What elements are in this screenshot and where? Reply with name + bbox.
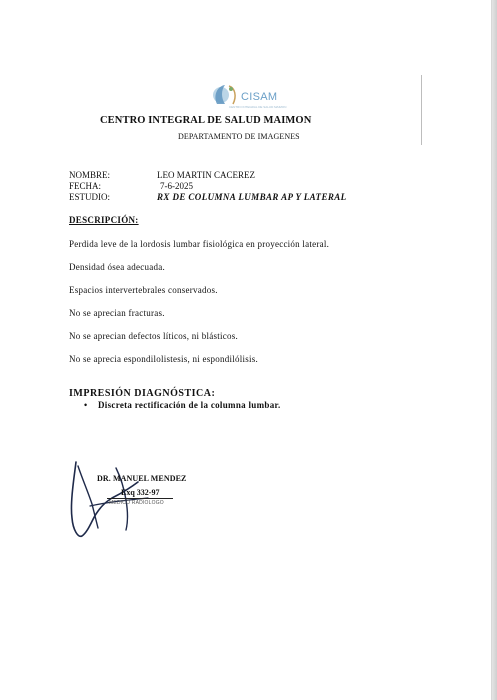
cisam-logo (207, 80, 287, 110)
study-label: ESTUDIO: (69, 192, 110, 202)
impression-list (84, 400, 281, 410)
page-edge-shadow (492, 0, 497, 700)
finding-item: No se aprecian defectos líticos, ni blásticos. (69, 331, 238, 341)
name-value: LEO MARTIN CACEREZ (157, 170, 255, 180)
description-heading: DESCRIPCIÓN: (69, 215, 139, 225)
impression-item: • Discreta rectificación de la columna lumbar. (84, 400, 281, 410)
study-value: RX DE COLUMNA LUMBAR AP Y LATERAL (157, 192, 347, 202)
doctor-role: MEDICO RADIOLOGO (109, 500, 164, 506)
doctor-name: DR. MANUEL MENDEZ (97, 474, 187, 483)
exequatur-number: Exq 332-97 (121, 488, 160, 497)
date-value: 7-6-2025 (160, 181, 193, 191)
finding-item: No se aprecia espondilolistesis, ni espondilólisis. (69, 354, 258, 364)
finding-item: Densidad ósea adecuada. (69, 262, 165, 272)
finding-item: No se aprecian fracturas. (69, 308, 165, 318)
finding-item: Espacios intervertebrales conservados. (69, 285, 218, 295)
name-label: NOMBRE: (69, 170, 111, 180)
stamp-divider (107, 498, 173, 499)
date-label: FECHA: (69, 181, 102, 191)
center-title: CENTRO INTEGRAL DE SALUD MAIMON (100, 115, 312, 126)
logo-text: CISAM (241, 91, 278, 103)
impression-heading: IMPRESIÓN DIAGNÓSTICA: (69, 388, 216, 399)
finding-item: Perdida leve de la lordosis lumbar fisiológica en proyección lateral. (69, 239, 330, 249)
department-title: DEPARTAMENTO DE IMAGENES (178, 132, 300, 141)
header-vertical-rule (421, 75, 422, 145)
logo-subtext: CENTRO INTEGRAL DE SALUD MAIMON (229, 105, 287, 109)
